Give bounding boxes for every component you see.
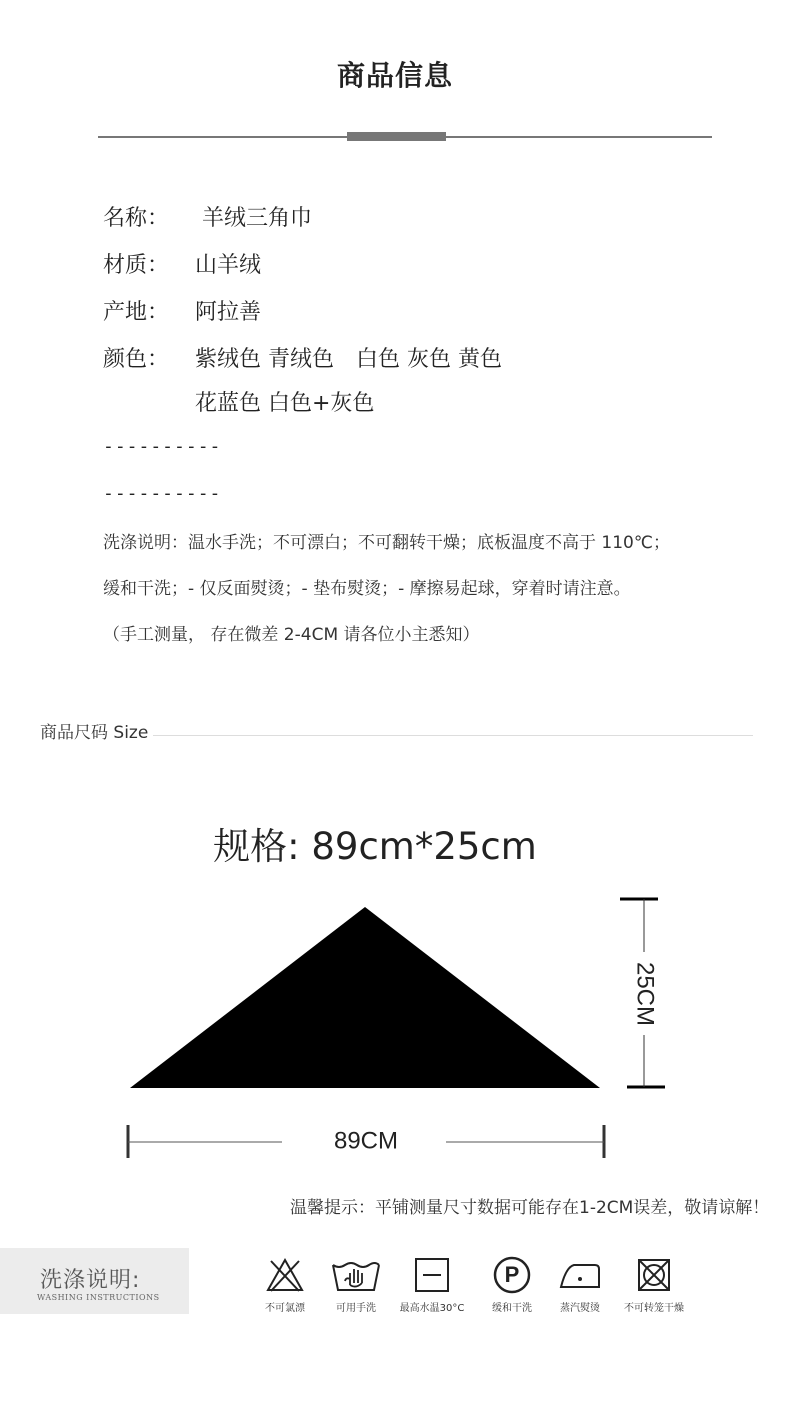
washing-subtitle: WASHING INSTRUCTIONS [37, 1293, 160, 1302]
wash-icon-label: 蒸汽熨烫 [560, 1303, 600, 1314]
wash-note: 缓和干洗；- 仅反面熨烫；- 垫布熨烫；- 摩擦易起球，穿着时请注意。 [103, 579, 631, 599]
wash-icon-label: 不可转笼干燥 [624, 1303, 684, 1314]
info-label: 名称： [103, 206, 170, 231]
no-bleach-icon [265, 1255, 305, 1295]
separator-dashes: ---------- [103, 483, 222, 504]
divider-accent [347, 132, 446, 141]
wash-icon-item [540, 1255, 620, 1314]
size-heading: 商品尺码 Size [40, 723, 149, 743]
width-label: 89CM [333, 1127, 399, 1155]
height-label: 25CM [631, 961, 659, 1027]
info-value: 山羊绒 [195, 253, 262, 278]
divider [153, 735, 753, 736]
info-row-name [103, 201, 312, 232]
info-label: 产地： [103, 300, 170, 325]
wash-note: 洗涤说明：温水手洗；不可漂白；不可翻转干燥；底板温度不高于 110℃； [103, 533, 670, 553]
washing-title: 洗涤说明: [40, 1268, 141, 1293]
info-row-material [103, 248, 261, 279]
no-tumble-dry-icon [634, 1255, 674, 1295]
info-label: 颜色： [103, 347, 170, 372]
info-row-origin [103, 295, 261, 326]
warm-tip: 温馨提示：平铺测量尺寸数据可能存在1-2CM误差，敬请谅解！ [290, 1198, 770, 1218]
info-row-color [103, 342, 502, 373]
wash-icon-label: 不可氯漂 [265, 1303, 305, 1314]
svg-text:P: P [504, 1261, 520, 1287]
info-value: 阿拉善 [195, 300, 262, 325]
info-value: 紫绒色 青绒色 白色 灰色 黄色 [195, 347, 502, 372]
dry-clean-p-icon [491, 1255, 533, 1295]
wash-icon-item [614, 1255, 694, 1314]
measure-note: （手工测量， 存在微差 2-4CM 请各位小主悉知） [103, 625, 480, 645]
page-title: 商品信息 [336, 59, 453, 92]
max-temp-icon [412, 1255, 452, 1295]
hand-wash-icon [330, 1255, 382, 1295]
info-color-line2: 花蓝色 白色+灰色 [195, 391, 375, 416]
wash-icon-item [392, 1255, 472, 1314]
steam-iron-icon [558, 1255, 602, 1295]
size-diagram [0, 880, 790, 1170]
info-value: 羊绒三角巾 [195, 206, 312, 231]
size-spec: 规格: 89cm*25cm [213, 825, 537, 868]
scarf-triangle [130, 907, 600, 1088]
wash-icon-label: 最高水温30°C [399, 1303, 465, 1314]
wash-icon-label: 可用手洗 [336, 1303, 376, 1314]
separator-dashes: ---------- [103, 436, 222, 457]
info-label: 材质： [103, 253, 170, 278]
wash-icon-item [316, 1255, 396, 1314]
wash-icon-item [245, 1255, 325, 1314]
wash-icon-label: 缓和干洗 [492, 1303, 532, 1314]
